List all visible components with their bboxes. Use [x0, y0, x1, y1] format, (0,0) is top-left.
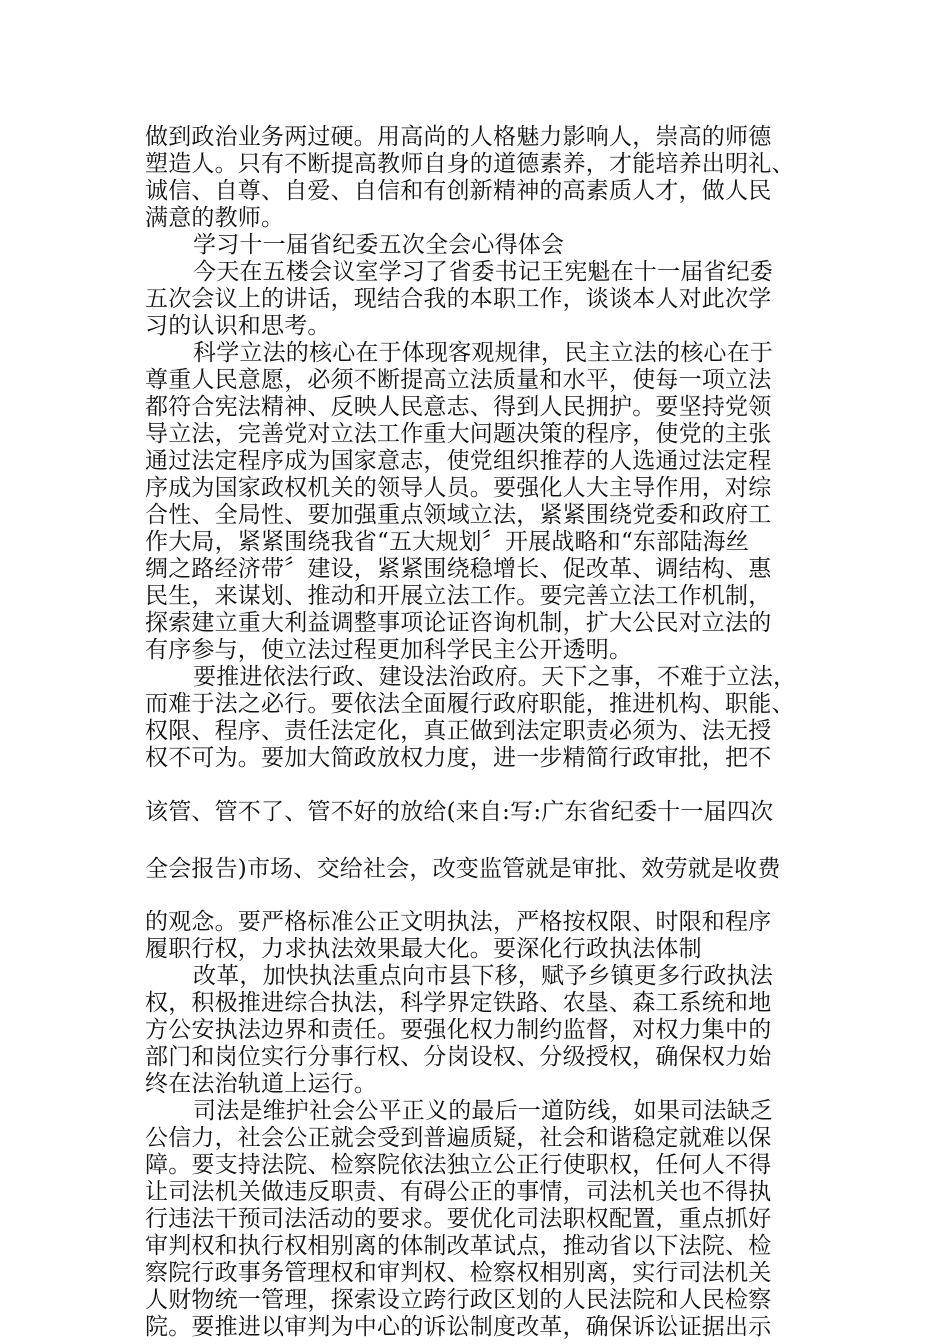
text-line: 习的认识和思考。 — [145, 313, 331, 339]
text-line: 诚信、自尊、自爱、自信和有创新精神的高素质人才，做人民 — [145, 178, 772, 204]
text-line: 该管、管不了、管不好的放给(来自:写:广东省纪委十一届四次 — [145, 799, 774, 825]
text-line: 司法是维护社会公平正义的最后一道防线，如果司法缺乏 — [193, 1098, 773, 1124]
text-line: 权不可为。要加大简政放权力度，进一步精简行政审批，把不 — [145, 745, 772, 771]
text-line: 权，积极推进综合执法，科学界定铁路、农垦、森工系统和地 — [145, 990, 772, 1016]
text-line: 五次会议上的讲话，现结合我的本职工作，谈谈本人对此次学 — [145, 286, 772, 312]
section-title: 学习十一届省纪委五次全会心得体会 — [193, 232, 565, 258]
text-line: 民生，来谋划、推动和开展立法工作。要完善立法工作机制， — [145, 583, 772, 609]
text-line: 今天在五楼会议室学习了省委书记王宪魁在十一届省纪委 — [193, 259, 773, 285]
text-line: 满意的教师。 — [145, 205, 285, 231]
text-line: 绸之路经济带〞建设，紧紧围绕稳增长、促改革、调结构、惠 — [145, 556, 772, 582]
text-line: 审判权和执行权相别离的体制改革试点，推动省以下法院、检 — [145, 1233, 772, 1259]
text-line: 导立法，完善党对立法工作重大问题决策的程序，使党的主张 — [145, 421, 772, 447]
text-line: 部门和岗位实行分事行权、分岗设权、分级授权，确保权力始 — [145, 1044, 772, 1070]
text-line: 尊重人民意愿，必须不断提高立法质量和水平，使每一项立法 — [145, 367, 772, 393]
text-line: 改革，加快执法重点向市县下移，赋予乡镇更多行政执法 — [193, 963, 773, 989]
text-line: 通过法定程序成为国家意志，使党组织推荐的人选通过法定程 — [145, 448, 772, 474]
text-line: 而难于法之必行。要依法全面履行政府职能，推进机构、职能、 — [145, 691, 795, 717]
text-line: 让司法机关做违反职责、有碍公正的事情，司法机关也不得执 — [145, 1179, 772, 1205]
text-line: 探索建立重大利益调整事项论证咨询机制，扩大公民对立法的 — [145, 610, 772, 636]
text-line: 要推进依法行政、建设法治政府。天下之事，不难于立法， — [193, 664, 797, 690]
text-line: 有序参与，使立法过程更加科学民主公开透明。 — [145, 637, 633, 663]
text-line: 院。要推进以审判为中心的诉讼制度改革，确保诉讼证据出示 — [145, 1314, 772, 1340]
text-line: 障。要支持法院、检察院依法独立公正行使职权，任何人不得 — [145, 1152, 772, 1178]
text-line: 行违法干预司法活动的要求。要优化司法职权配置，重点抓好 — [145, 1206, 772, 1232]
text-line: 塑造人。只有不断提高教师自身的道德素养，才能培养出明礼、 — [145, 151, 795, 177]
text-line: 都符合宪法精神、反映人民意志、得到人民拥护。要坚持党领 — [145, 394, 772, 420]
text-line: 察院行政事务管理权和审判权、检察权相别离，实行司法机关 — [145, 1260, 772, 1286]
text-line: 人财物统一管理，探索设立跨行政区划的人民法院和人民检察 — [145, 1287, 772, 1313]
text-line: 方公安执法边界和责任。要强化权力制约监督，对权力集中的 — [145, 1017, 772, 1043]
text-line: 公信力，社会公正就会受到普遍质疑，社会和谐稳定就难以保 — [145, 1125, 772, 1151]
text-line: 做到政治业务两过硬。用高尚的人格魅力影响人，崇高的师德 — [145, 124, 772, 150]
text-line: 权限、程序、责任法定化，真正做到法定职责必须为、法无授 — [145, 718, 772, 744]
text-line: 终在法治轨道上运行。 — [145, 1071, 377, 1097]
text-line: 科学立法的核心在于体现客观规律，民主立法的核心在于 — [193, 340, 773, 366]
text-line: 全会报告)市场、交给社会，改变监管就是审批、效劳就是收费 — [145, 856, 781, 882]
text-line: 履职行权，力求执法效果最大化。要深化行政执法体制 — [145, 936, 702, 962]
text-line: 作大局，紧紧围绕我省“五大规划〞开展战略和“东部陆海丝 — [145, 529, 749, 555]
text-line: 序成为国家政权机关的领导人员。要强化人大主导作用，对综 — [145, 475, 772, 501]
text-line: 的观念。要严格标准公正文明执法，严格按权限、时限和程序 — [145, 909, 772, 935]
text-line: 合性、全局性、要加强重点领域立法，紧紧围绕党委和政府工 — [145, 502, 772, 528]
